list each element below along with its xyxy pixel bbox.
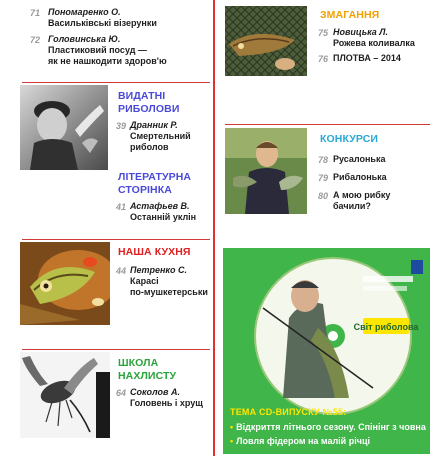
page-number: 64 — [116, 388, 127, 398]
section-heading-line: НАША КУХНЯ — [118, 246, 191, 258]
entry-author: Петренко С. — [130, 265, 187, 275]
entry-title: ПЛОТВА – 2014 — [333, 53, 401, 63]
section-heading-line: ЛІТЕРАТУРНА — [118, 171, 192, 183]
entry-author: Соколов А. — [130, 387, 180, 397]
entry-title: Рибалонька — [333, 172, 387, 182]
cd-item-text: Відкриття літнього сезону. Спінінг з човна — [236, 422, 426, 432]
section-heading — [118, 357, 176, 383]
toc-entry[interactable] — [48, 7, 157, 29]
section-heading — [118, 171, 191, 197]
toc-entry[interactable] — [130, 265, 208, 298]
bullet-icon: • — [230, 436, 234, 446]
section-heading — [118, 246, 191, 259]
section-heading: КОНКУРСИ — [320, 133, 379, 145]
boy-with-fish-photo — [225, 128, 307, 214]
entry-title: Головень і хрущ — [130, 398, 203, 408]
section-rule — [22, 349, 210, 350]
section-rule — [225, 124, 430, 125]
toc-entry[interactable] — [130, 120, 191, 153]
toc-entry[interactable] — [333, 154, 385, 165]
column-divider — [213, 0, 215, 456]
entry-title: бачили? — [333, 201, 371, 211]
entry-title: Русалонька — [333, 154, 386, 164]
toc-entry[interactable] — [333, 190, 390, 212]
entry-title: по-мушкетерськи — [130, 287, 208, 297]
bullet-icon: • — [230, 422, 234, 432]
entry-title: Пластиковий посуд — — [48, 45, 147, 55]
section-heading: ЗМАГАННЯ — [320, 9, 380, 21]
entry-author: Пономаренко О. — [48, 7, 121, 17]
toc-entry[interactable] — [333, 27, 415, 49]
page-number: 41 — [116, 202, 127, 212]
cd-item-text: Ловля фідером на малій річці — [236, 436, 370, 446]
page-number: 75 — [318, 28, 329, 38]
page-number: 80 — [318, 191, 329, 201]
fish-dish-photo — [20, 242, 110, 325]
toc-entry[interactable] — [48, 34, 167, 67]
section-heading-line: СТОРІНКА — [118, 184, 172, 196]
section-heading-line: РИБОЛОВИ — [118, 103, 180, 115]
section-heading — [118, 90, 179, 116]
page-number: 78 — [318, 155, 329, 165]
entry-title: Смертельний — [130, 131, 191, 141]
section-heading-line: ВИДАТНІ — [118, 90, 166, 102]
toc-entry[interactable] — [333, 172, 387, 183]
fly-lure-photo — [20, 352, 110, 438]
cd-disc-label: Світ риболова — [353, 322, 419, 332]
section-heading-line: ШКОЛА — [118, 357, 159, 369]
section-rule — [22, 82, 210, 83]
fisherman-photo — [20, 85, 108, 170]
entry-author: Дранник Р. — [130, 120, 178, 130]
entry-title: Карасі — [130, 276, 159, 286]
entry-title: А мою рибку — [333, 190, 391, 200]
toc-entry[interactable] — [333, 53, 401, 64]
section-heading-line: НАХЛИСТУ — [118, 370, 177, 382]
page-number: 71 — [30, 8, 41, 18]
entry-title: риболов — [130, 142, 169, 152]
entry-author: Головинська Ю. — [48, 34, 121, 44]
entry-author: Новицька Л. — [333, 27, 388, 37]
cd-issue-title: ТЕМА CD-ВИПУСКУ №55: — [230, 407, 347, 417]
toc-entry[interactable] — [130, 387, 203, 409]
page-number: 76 — [318, 54, 329, 64]
page-number: 44 — [116, 266, 127, 276]
section-rule — [22, 239, 210, 240]
cd-item — [230, 422, 426, 432]
entry-title: Останній уклін — [130, 212, 197, 222]
entry-title: Рожева коливалка — [333, 38, 415, 48]
toc-entry[interactable] — [130, 201, 196, 223]
fish-catch-photo — [225, 6, 307, 76]
page-number: 39 — [116, 121, 127, 131]
entry-author: Астафьев В. — [130, 201, 190, 211]
entry-title: Васильківські візерунки — [48, 18, 157, 28]
page-number: 72 — [30, 35, 41, 45]
cd-item — [230, 436, 370, 446]
entry-title: як не нашкодити здоров'ю — [48, 56, 167, 66]
page-number: 79 — [318, 173, 329, 183]
